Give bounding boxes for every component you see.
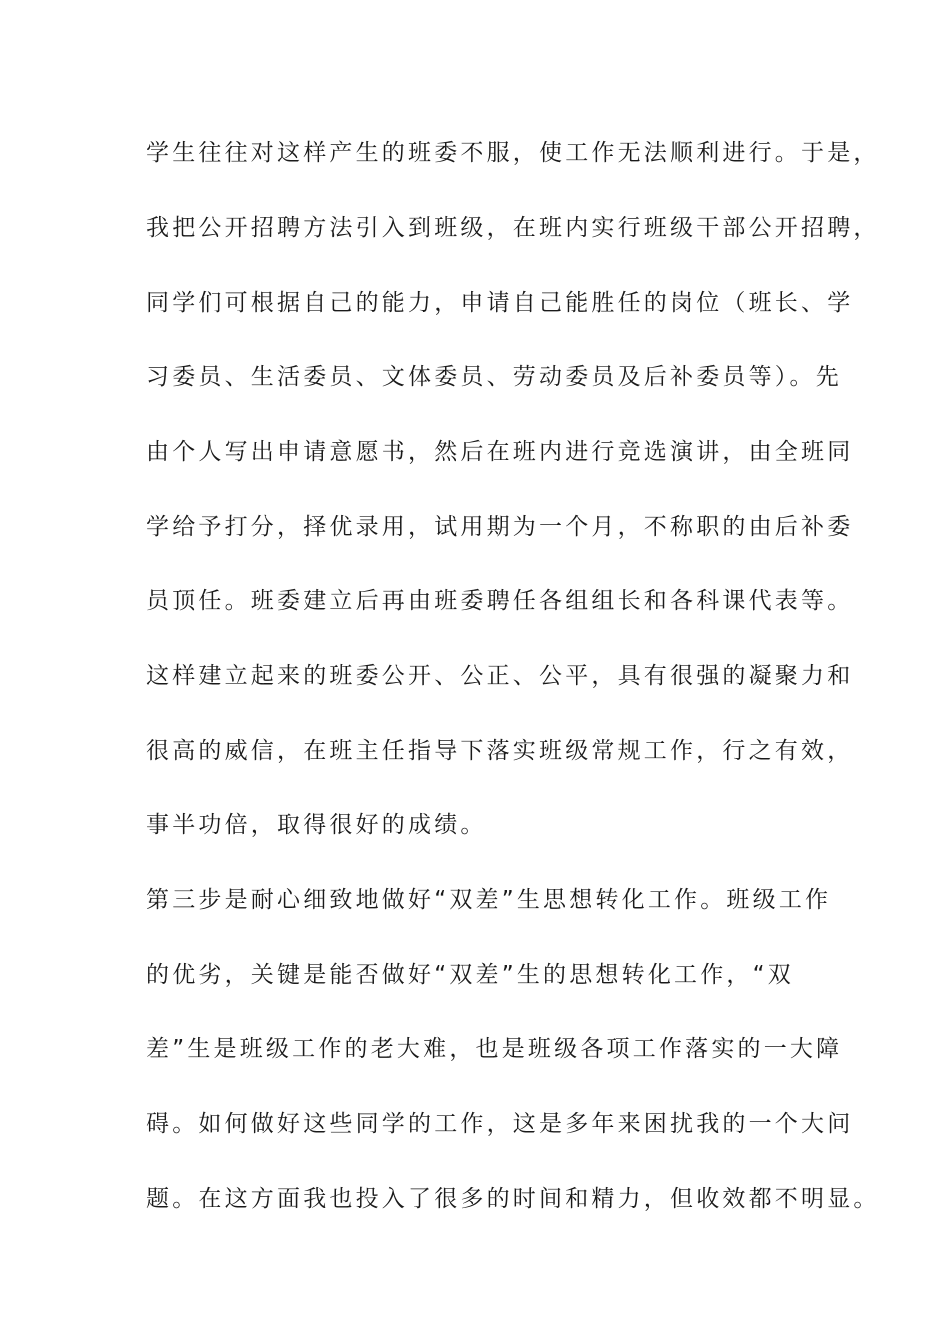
text-line: 由个人写出申请意愿书，然后在班内进行竞选演讲，由全班同 xyxy=(146,439,854,465)
text-line: 的优劣，关键是能否做好“双差”生的思想转化工作，“双 xyxy=(146,962,794,988)
text-line: 我把公开招聘方法引入到班级，在班内实行班级干部公开招聘， xyxy=(146,215,880,241)
text-line: 碍。如何做好这些同学的工作，这是多年来困扰我的一个大问 xyxy=(146,1111,854,1137)
text-line: 题。在这方面我也投入了很多的时间和精力，但收效都不明显。 xyxy=(146,1186,880,1212)
text-line: 第三步是耐心细致地做好“双差”生思想转化工作。班级工作 xyxy=(146,887,832,913)
text-line: 员顶任。班委建立后再由班委聘任各组组长和各科课代表等。 xyxy=(146,588,854,614)
text-line: 很高的威信，在班主任指导下落实班级常规工作，行之有效， xyxy=(146,738,854,764)
text-line: 学给予打分，择优录用，试用期为一个月，不称职的由后补委 xyxy=(146,514,854,540)
text-line: 学生往往对这样产生的班委不服，使工作无法顺利进行。于是， xyxy=(146,140,880,166)
text-line: 这样建立起来的班委公开、公正、公平，具有很强的凝聚力和 xyxy=(146,663,854,689)
text-line: 差”生是班级工作的老大难，也是班级各项工作落实的一大障 xyxy=(146,1036,843,1062)
text-line: 同学们可根据自己的能力，申请自己能胜任的岗位（班长、学 xyxy=(146,290,854,316)
text-line: 习委员、生活委员、文体委员、劳动委员及后补委员等）。先 xyxy=(146,364,842,390)
text-line: 事半功倍，取得很好的成绩。 xyxy=(146,812,487,838)
